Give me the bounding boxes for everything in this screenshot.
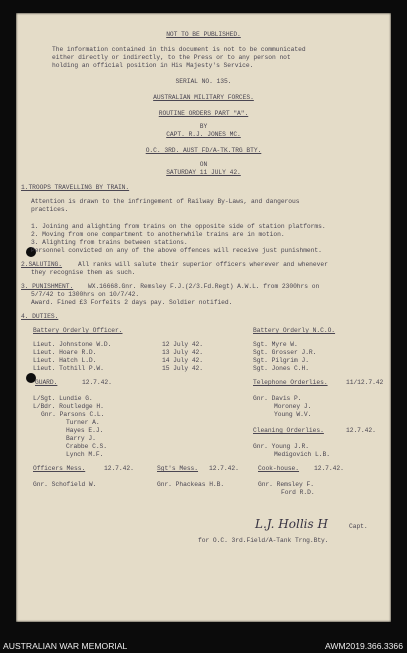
- cook-house-date: 12.7.42.: [314, 465, 344, 472]
- signature-for-line: for O.C. 3rd.Field/A-Tank Trng.Bty.: [198, 537, 329, 544]
- battery-nco-2: Sgt. Grosser J.R.: [253, 349, 317, 356]
- section-2-line-2: they recognise them as such.: [31, 269, 136, 276]
- unit-name: O.C. 3RD. AUST FD/A-TK.TRG BTY.: [145, 147, 262, 154]
- order-date: SATURDAY 11 JULY 42.: [166, 169, 241, 176]
- handwritten-signature: L.J. Hollis H: [255, 517, 328, 531]
- notice-line-1: The information contained in this document is not to be communicated: [52, 46, 306, 53]
- institution-caption: AUSTRALIAN WAR MEMORIAL: [3, 641, 128, 651]
- guard-name-5: Hayes E.J.: [66, 427, 104, 434]
- guard-title: GUARD.: [35, 379, 58, 386]
- telephone-name-2: Moroney J.: [274, 403, 312, 410]
- officer-name: CAPT. R.J. JONES MC.: [166, 131, 241, 138]
- classification-heading: NOT TO BE PUBLISHED.: [166, 31, 241, 38]
- guard-date: 12.7.42.: [82, 379, 112, 386]
- section-3-line-3: Award. Fined £3 Forfeits 2 days pay. Soldier notified.: [31, 299, 233, 306]
- section-2-heading: 2.SALUTING.: [21, 261, 63, 268]
- cleaning-orderlies-title: Cleaning Orderlies.: [253, 427, 324, 434]
- battery-nco-4: Sgt. Jones C.H.: [253, 365, 309, 372]
- guard-name-1: L/Sgt. Lundie G.: [33, 395, 93, 402]
- section-3-line-2: 5/7/42 to 1300hrs on 10/7/42.: [31, 291, 140, 298]
- battery-officer-title: Battery Orderly Officer.: [33, 327, 123, 334]
- duty-date-1: 12 July 42.: [162, 341, 204, 348]
- section-1-item-2: 2. Moving from one compartment to anotherwhile trains are in motion.: [31, 231, 285, 238]
- guard-name-7: Crabbe C.S.: [66, 443, 108, 450]
- section-1-intro-2: practices.: [31, 206, 69, 213]
- battery-officer-1: Lieut. Johnstone W.D.: [33, 341, 112, 348]
- signature-rank: Capt.: [349, 523, 368, 530]
- notice-line-2: either directly or indirectly, to the Press or to any person not: [52, 54, 291, 61]
- accession-number: AWM2019.366.3366: [324, 641, 403, 651]
- cook-house-name-1: Gnr. Remsley F.: [258, 481, 314, 488]
- telephone-name-1: Gnr. Davis P.: [253, 395, 302, 402]
- cook-house-title: Cook-house.: [258, 465, 300, 472]
- battery-officer-2: Lieut. Hoare R.D.: [33, 349, 97, 356]
- guard-name-6: Barry J.: [66, 435, 96, 442]
- officers-mess-title: Officers Mess.: [33, 465, 86, 472]
- sgts-mess-date: 12.7.42.: [209, 465, 239, 472]
- duty-date-3: 14 July 42.: [162, 357, 204, 364]
- section-1-closing: Personnel convicted on any of the above offences will receive just punishment.: [31, 247, 322, 254]
- battery-officer-3: Lieut. Hatch L.D.: [33, 357, 97, 364]
- cleaning-orderlies-date: 12.7.42.: [346, 427, 376, 434]
- section-3-line-1: WX.16668.Gnr. Remsley F.J.(2/3.Fd.Regt) A.W.L. from 2300hrs on: [88, 283, 320, 290]
- section-4-heading: 4. DUTIES.: [21, 313, 59, 320]
- section-3-heading: 3. PUNISHMENT.: [21, 283, 74, 290]
- by-label: BY: [199, 123, 208, 130]
- serial-number: SERIAL NO. 135.: [175, 78, 232, 85]
- section-1-item-3: 3. Alighting from trains between stations.: [31, 239, 188, 246]
- section-2-line-1: All ranks will salute their superior officers wherever and whenever: [78, 261, 328, 268]
- duty-date-2: 13 July 42.: [162, 349, 204, 356]
- officers-mess-name: Gnr. Schofield W.: [33, 481, 97, 488]
- cleaning-name-2: Medigovich L.B.: [274, 451, 330, 458]
- guard-name-3: Gnr. Parsons C.L.: [41, 411, 105, 418]
- sgts-mess-name: Gnr. Phackeas H.B.: [157, 481, 225, 488]
- duty-date-4: 15 July 42.: [162, 365, 204, 372]
- cleaning-name-1: Gnr. Young J.R.: [253, 443, 309, 450]
- battery-nco-title: Battery Orderly N.C.O.: [253, 327, 336, 334]
- guard-name-8: Lynch M.F.: [66, 451, 104, 458]
- battery-nco-1: Sgt. Myre W.: [253, 341, 298, 348]
- notice-line-3: holding an official position in His Majesty's Service.: [52, 62, 254, 69]
- guard-name-4: Turner A.: [66, 419, 100, 426]
- orders-title: ROUTINE ORDERS PART "A".: [158, 110, 249, 117]
- sgts-mess-title: Sgt's Mess.: [157, 465, 199, 472]
- telephone-name-3: Young W.V.: [274, 411, 312, 418]
- telephone-orderlies-date: 11/12.7.42: [346, 379, 384, 386]
- document-page: [16, 13, 391, 622]
- cook-house-name-2: Ford R.D.: [281, 489, 315, 496]
- section-1-intro-1: Attention is drawn to the infringement of Railway By-Laws, and dangerous: [31, 198, 300, 205]
- telephone-orderlies-title: Telephone Orderlies.: [253, 379, 328, 386]
- battery-officer-4: Lieut. Tothill P.W.: [33, 365, 104, 372]
- on-label: ON: [199, 161, 208, 168]
- officers-mess-date: 12.7.42.: [104, 465, 134, 472]
- section-1-item-1: 1. Joining and alighting from trains on the opposite side of station platforms.: [31, 223, 326, 230]
- battery-nco-3: Sgt. Pilgrim J.: [253, 357, 309, 364]
- section-1-heading: 1.TROOPS TRAVELLING BY TRAIN.: [21, 184, 130, 191]
- force-title: AUSTRALIAN MILITARY FORCES.: [153, 94, 254, 101]
- guard-name-2: L/Bdr. Routledge H.: [33, 403, 104, 410]
